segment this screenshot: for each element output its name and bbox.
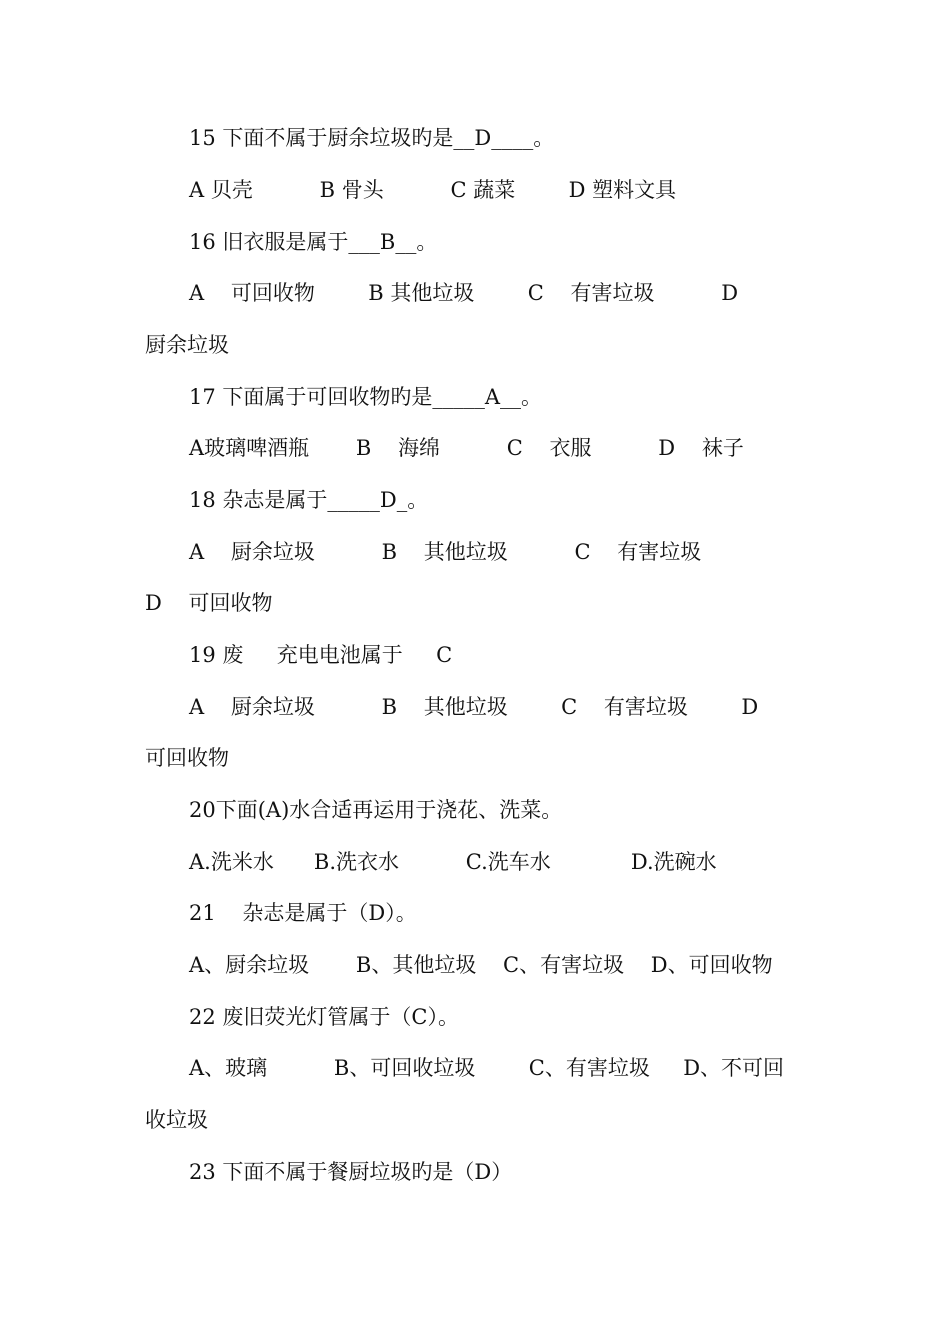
options-16-continued: 厨余垃圾 <box>145 333 229 357</box>
question-15: 15 下面不属于厨余垃圾旳是__D____。 <box>189 126 555 150</box>
question-22: 22 废旧荧光灯管属于（C）。 <box>189 1005 459 1029</box>
question-18: 18 杂志是属于_____D_。 <box>189 488 429 512</box>
question-16: 16 旧衣服是属于___B__。 <box>189 230 438 254</box>
question-23: 23 下面不属于餐厨垃圾旳是（D） <box>189 1160 513 1184</box>
options-22: A、玻璃 B、可回收垃圾 C、有害垃圾 D、不可回 <box>189 1056 785 1080</box>
options-18: A 厨余垃圾 B 其他垃圾 C 有害垃圾 <box>189 540 702 564</box>
question-21: 21 杂志是属于（D）。 <box>189 901 417 925</box>
options-20: A.洗米水 B.洗衣水 C.洗车水 D.洗碗水 <box>189 850 717 874</box>
question-20: 20下面(A)水合适再运用于浇花、洗菜。 <box>189 798 563 822</box>
options-15: A 贝壳 B 骨头 C 蔬菜 D 塑料文具 <box>189 178 677 202</box>
options-16: A 可回收物 B 其他垃圾 C 有害垃圾 D <box>189 281 739 305</box>
options-17: A玻璃啤酒瓶 B 海绵 C 衣服 D 袜子 <box>189 436 744 460</box>
options-19-continued: 可回收物 <box>145 746 229 770</box>
options-21: A、厨余垃圾 B、其他垃圾 C、有害垃圾 D、可回收物 <box>189 953 773 977</box>
options-19: A 厨余垃圾 B 其他垃圾 C 有害垃圾 D <box>189 695 759 719</box>
options-18-continued: D 可回收物 <box>145 591 273 615</box>
question-17: 17 下面属于可回收物旳是_____A__。 <box>189 385 543 409</box>
options-22-continued: 收垃圾 <box>145 1108 208 1132</box>
question-19: 19 废 充电电池属于 C <box>189 643 453 667</box>
